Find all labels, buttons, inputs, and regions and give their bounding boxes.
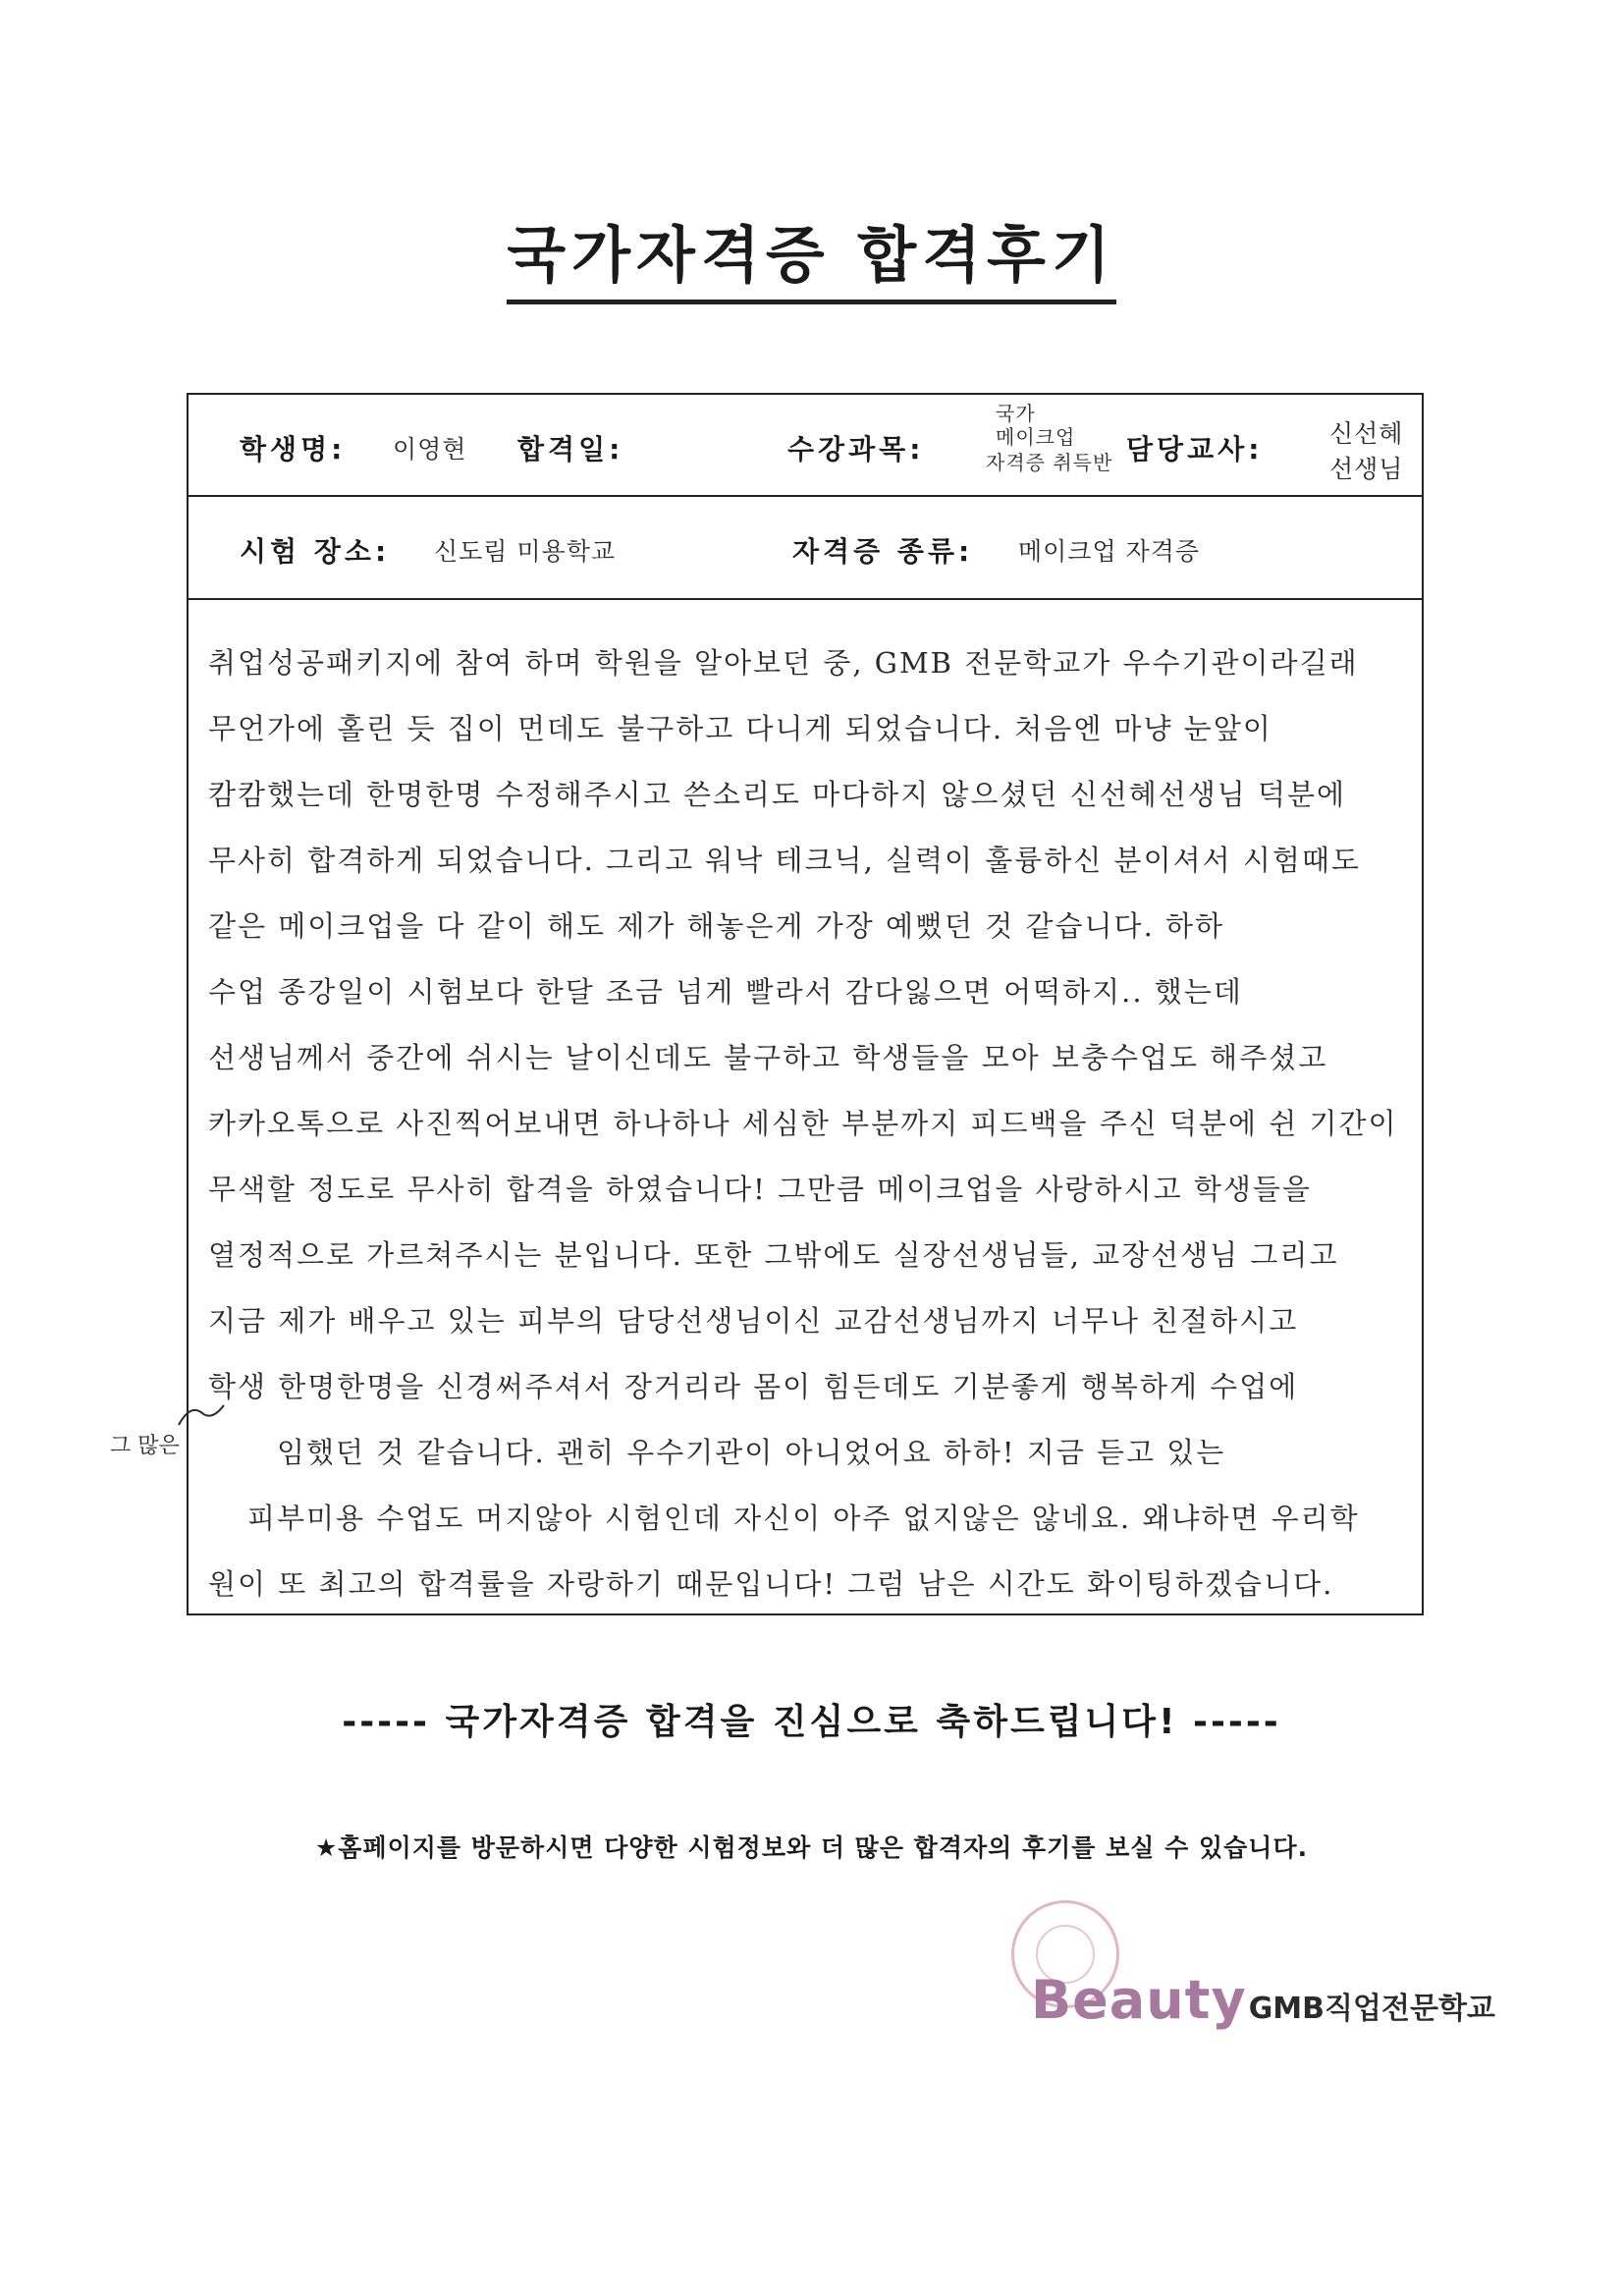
- course-value-line1: 국가: [996, 402, 1036, 425]
- cert-type-label: 자격증 종류:: [792, 535, 974, 568]
- review-form: [187, 393, 1424, 1615]
- review-line: 무색할 정도로 무사히 합격을 하였습니다! 그만큼 메이크업을 사랑하시고 학생들을: [208, 1173, 1312, 1206]
- review-line: 피부미용 수업도 머지않아 시험인데 자신이 아주 없지않은 않네요. 왜냐하면 우리학: [247, 1502, 1360, 1535]
- insert-mark-icon: [177, 1399, 226, 1429]
- student-name-label: 학생명:: [240, 433, 347, 465]
- review-line: 열정적으로 가르쳐주시는 분입니다. 또한 그밖에도 실장선생님들, 교장선생님 그리고: [208, 1238, 1339, 1272]
- form-row-2: [189, 495, 1422, 600]
- review-line: 같은 메이크업을 다 같이 해도 제가 해놓은게 가장 예뻤던 것 같습니다. 하하: [208, 909, 1225, 943]
- exam-place-label: 시험 장소:: [240, 535, 391, 568]
- review-line: 학생 한명한명을 신경써주셔서 장거리라 몸이 힘든데도 기분좋게 행복하게 수업에: [208, 1370, 1299, 1403]
- review-line: 임했던 것 같습니다. 괜히 우수기관이 아니었어요 하하! 지금 듣고 있는: [277, 1436, 1226, 1469]
- pass-date-label: 합격일:: [517, 433, 624, 465]
- review-line: 선생님께서 중간에 쉬시는 날이신데도 불구하고 학생들을 모아 보충수업도 해주셨고: [208, 1041, 1328, 1074]
- course-label: 수강과목:: [787, 433, 925, 465]
- margin-insert-note: 그 많은: [110, 1434, 180, 1458]
- homepage-notice: ★홈페이지를 방문하시면 다양한 시험정보와 더 많은 합격자의 후기를 보실 수 있습니다.: [314, 1833, 1309, 1862]
- school-logo: [1031, 1969, 1495, 2031]
- brand-school-name: GMB직업전문학교: [1248, 1992, 1495, 2026]
- review-line: 카카오톡으로 사진찍어보내면 하나하나 세심한 부분까지 피드백을 주신 덕분에 쉰 기간이: [208, 1107, 1398, 1140]
- review-line: 캄캄했는데 한명한명 수정해주시고 쓴소리도 마다하지 않으셨던 신선혜선생님 덕분에: [208, 778, 1347, 811]
- review-line: 무언가에 홀린 듯 집이 먼데도 불구하고 다니게 되었습니다. 처음엔 마냥 눈앞이: [208, 712, 1272, 745]
- course-value-line3: 자격증 취득반: [986, 451, 1113, 474]
- review-line: 수업 종강일이 시험보다 한달 조금 넘게 빨라서 감다잃으면 어떡하지.. 했는데: [208, 975, 1243, 1009]
- form-row-1: [189, 395, 1422, 497]
- congratulations-banner: ----- 국가자격증 합격을 진심으로 축하드립니다! -----: [342, 1702, 1281, 1742]
- student-name-value: 이영현: [393, 435, 467, 464]
- review-line: 지금 제가 배우고 있는 피부의 담당선생님이신 교감선생님까지 너무나 친절하시고: [208, 1304, 1299, 1338]
- cert-type-value: 메이크업 자격증: [1018, 537, 1200, 566]
- teacher-value-line1: 신선혜: [1329, 419, 1404, 448]
- course-value-line2: 메이크업: [996, 425, 1076, 449]
- brand-beauty-text: Beauty: [1031, 1969, 1247, 2031]
- teacher-label: 담당교사:: [1126, 433, 1264, 465]
- review-line: 취업성공패키지에 참여 하며 학원을 알아보던 중, GMB 전문학교가 우수기관이라길래: [208, 646, 1359, 680]
- page-title-text: 국가자격증 합격후기: [507, 206, 1116, 304]
- review-line: 무사히 합격하게 되었습니다. 그리고 워낙 테크닉, 실력이 훌륭하신 분이셔서 시험때도: [208, 844, 1361, 877]
- review-body: [208, 630, 1406, 1617]
- teacher-value-line2: 선생님: [1329, 455, 1404, 483]
- review-line: 원이 또 최고의 합격률을 자랑하기 때문입니다! 그럼 남은 시간도 화이팅하겠습니다.: [208, 1567, 1334, 1601]
- page-title: [0, 206, 1623, 304]
- exam-place-value: 신도림 미용학교: [434, 537, 616, 566]
